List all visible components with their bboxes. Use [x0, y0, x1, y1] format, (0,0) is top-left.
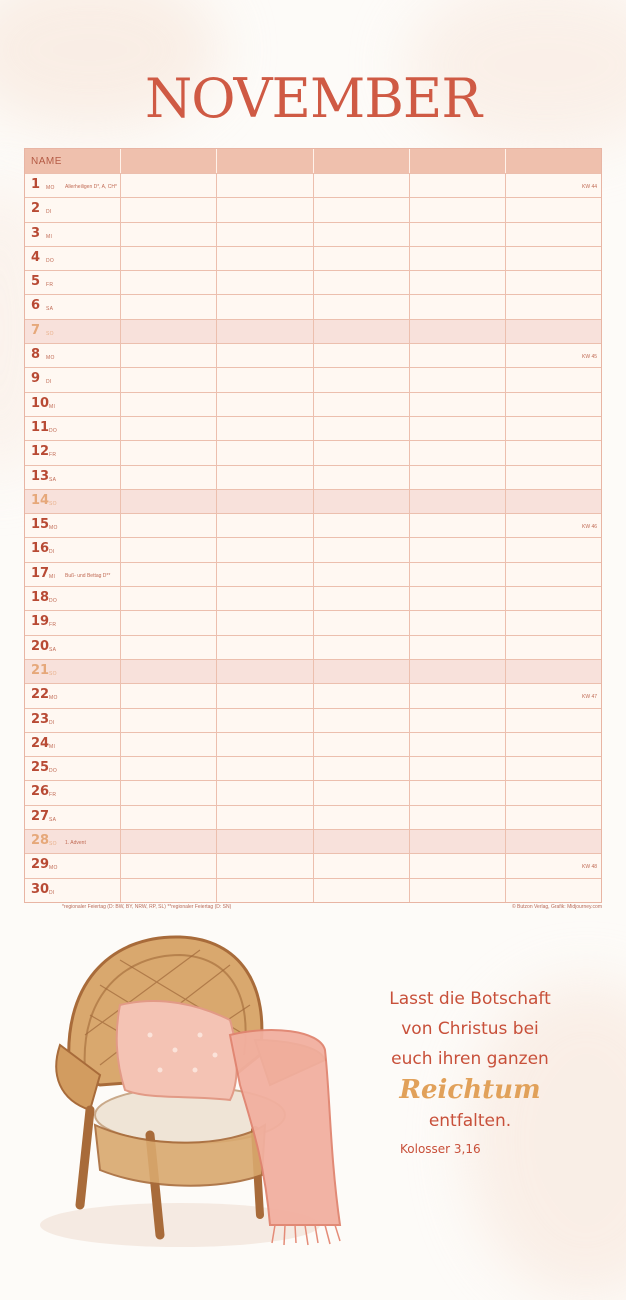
entry-cell[interactable]: [216, 587, 312, 610]
entry-cell[interactable]: [216, 514, 312, 537]
entry-cell[interactable]: [505, 806, 601, 829]
verse-line: euch ihren ganzen: [391, 1049, 549, 1069]
entry-cell[interactable]: [120, 247, 216, 270]
day-label-cell: [25, 393, 120, 416]
entry-cell[interactable]: [120, 781, 216, 804]
weekday-abbr: SO: [49, 670, 57, 677]
day-number: 12: [31, 444, 50, 460]
day-label-cell: [25, 660, 120, 683]
day-row: [25, 586, 601, 610]
weekday-abbr: SA: [49, 816, 57, 823]
person-column-header[interactable]: [505, 149, 601, 173]
day-number: 13: [31, 468, 50, 484]
entry-cell[interactable]: [216, 733, 312, 756]
entry-cell[interactable]: [505, 344, 601, 367]
entry-cell[interactable]: [313, 514, 409, 537]
entry-cell[interactable]: [120, 417, 216, 440]
day-number: 1: [31, 177, 41, 192]
entry-cell[interactable]: [120, 660, 216, 683]
day-row: [25, 708, 601, 732]
day-label-cell: [25, 757, 120, 780]
entry-cell[interactable]: [120, 538, 216, 561]
entry-cell[interactable]: [505, 636, 601, 659]
day-label-cell: [25, 733, 120, 756]
entry-cell[interactable]: [216, 198, 312, 221]
day-number: 16: [31, 541, 50, 557]
week-number: KW 48: [582, 864, 598, 871]
entry-cell[interactable]: [409, 538, 505, 561]
entry-cell[interactable]: [216, 611, 312, 634]
entry-cell[interactable]: [313, 879, 409, 902]
person-column-header[interactable]: [216, 149, 312, 173]
day-row: [25, 683, 601, 707]
entry-cell[interactable]: [216, 320, 312, 343]
entry-cell[interactable]: [409, 417, 505, 440]
entry-cell[interactable]: [505, 320, 601, 343]
weekday-abbr: MI: [49, 403, 56, 410]
day-label-cell: [25, 514, 120, 537]
entry-cell[interactable]: [216, 223, 312, 246]
entry-cell[interactable]: [409, 781, 505, 804]
entry-cell[interactable]: [505, 174, 601, 197]
weekday-abbr: DI: [49, 549, 55, 556]
entry-cell[interactable]: [409, 271, 505, 294]
day-row: [25, 878, 601, 902]
weekday-abbr: FR: [49, 622, 57, 629]
entry-cell[interactable]: [505, 271, 601, 294]
day-label-cell: [25, 830, 120, 853]
entry-cell[interactable]: [505, 466, 601, 489]
entry-cell[interactable]: [409, 441, 505, 464]
entry-cell[interactable]: [313, 174, 409, 197]
day-label-cell: [25, 417, 120, 440]
week-number: KW 47: [582, 694, 598, 701]
day-number: 3: [31, 225, 41, 241]
entry-cell[interactable]: [505, 393, 601, 416]
day-number: 30: [31, 881, 50, 897]
day-number: 9: [31, 371, 41, 387]
entry-cell[interactable]: [409, 806, 505, 829]
entry-cell[interactable]: [505, 295, 601, 318]
day-number: 10: [31, 395, 50, 411]
day-row: [25, 440, 601, 464]
day-row: [25, 173, 601, 197]
calendar-header-row: [25, 149, 601, 173]
copyright-note: © Butzon Verlag, Grafik: Midjourney.com: [511, 904, 602, 910]
entry-cell[interactable]: [120, 295, 216, 318]
day-row: [25, 513, 601, 537]
entry-cell[interactable]: [409, 247, 505, 270]
entry-cell[interactable]: [313, 538, 409, 561]
entry-cell[interactable]: [409, 733, 505, 756]
entry-cell[interactable]: [505, 854, 601, 877]
weekday-abbr: MO: [49, 525, 58, 532]
day-row: [25, 489, 601, 513]
weekday-abbr: DI: [46, 379, 52, 386]
entry-cell[interactable]: [120, 709, 216, 732]
entry-cell[interactable]: [120, 854, 216, 877]
entry-cell[interactable]: [120, 879, 216, 902]
day-row: [25, 465, 601, 489]
entry-cell[interactable]: [505, 368, 601, 391]
weekday-abbr: DO: [49, 427, 58, 434]
day-number: 21: [31, 662, 50, 678]
entry-cell[interactable]: [505, 611, 601, 634]
entry-cell[interactable]: [120, 490, 216, 513]
day-number: 2: [31, 201, 41, 217]
entry-cell[interactable]: [409, 223, 505, 246]
entry-cell[interactable]: [216, 684, 312, 707]
verse-reference: Kolosser 3,16: [400, 1142, 481, 1156]
day-label-cell: [25, 320, 120, 343]
day-row: [25, 853, 601, 877]
day-number: 19: [31, 614, 50, 630]
name-label: NAME: [31, 156, 62, 167]
day-label-cell: [25, 636, 120, 659]
entry-cell[interactable]: [313, 490, 409, 513]
entry-cell[interactable]: [120, 587, 216, 610]
day-label-cell: [25, 198, 120, 221]
entry-cell[interactable]: [120, 806, 216, 829]
day-label-cell: [25, 295, 120, 318]
verse-line: Lasst die Botschaft: [389, 989, 551, 1009]
entry-cell[interactable]: [409, 393, 505, 416]
entry-cell[interactable]: [409, 879, 505, 902]
day-label-cell: [25, 806, 120, 829]
day-row: [25, 416, 601, 440]
entry-cell[interactable]: [216, 441, 312, 464]
entry-cell[interactable]: [505, 879, 601, 902]
day-row: [25, 635, 601, 659]
entry-cell[interactable]: [313, 368, 409, 391]
entry-cell[interactable]: [120, 393, 216, 416]
entry-cell[interactable]: [409, 514, 505, 537]
weekday-abbr: MI: [46, 233, 53, 240]
entry-cell[interactable]: [409, 709, 505, 732]
entry-cell[interactable]: [505, 660, 601, 683]
day-row: [25, 294, 601, 318]
name-header-cell: [25, 149, 120, 173]
day-label-cell: [25, 368, 120, 391]
entry-cell[interactable]: [409, 174, 505, 197]
calendar-rows: [25, 173, 601, 902]
entry-cell[interactable]: [216, 854, 312, 877]
person-column-header[interactable]: [409, 149, 505, 173]
weekday-abbr: FR: [46, 282, 54, 289]
entry-cell[interactable]: [120, 733, 216, 756]
day-row: [25, 222, 601, 246]
entry-cell[interactable]: [409, 563, 505, 586]
month-title: NOVEMBER: [144, 67, 482, 130]
day-label-cell: [25, 441, 120, 464]
day-number: 5: [31, 274, 41, 290]
day-row: [25, 392, 601, 416]
entry-cell[interactable]: [409, 830, 505, 853]
entry-cell[interactable]: [409, 368, 505, 391]
entry-cell[interactable]: [313, 806, 409, 829]
day-label-cell: [25, 854, 120, 877]
day-label-cell: [25, 781, 120, 804]
bible-verse: [352, 984, 588, 1136]
day-row: [25, 343, 601, 367]
calendar-grid: [24, 148, 602, 903]
day-label-cell: [25, 684, 120, 707]
day-row: [25, 537, 601, 561]
entry-cell[interactable]: [313, 611, 409, 634]
day-number: 26: [31, 784, 50, 800]
entry-cell[interactable]: [216, 174, 312, 197]
day-row: [25, 829, 601, 853]
entry-cell[interactable]: [409, 611, 505, 634]
entry-cell[interactable]: [313, 563, 409, 586]
entry-cell[interactable]: [313, 636, 409, 659]
week-number: KW 44: [582, 184, 598, 190]
day-row: [25, 732, 601, 756]
day-number: 23: [31, 711, 50, 727]
person-column-header[interactable]: [313, 149, 409, 173]
entry-cell[interactable]: [216, 709, 312, 732]
entry-cell[interactable]: [409, 344, 505, 367]
day-row: [25, 805, 601, 829]
weekday-abbr: MO: [49, 695, 58, 702]
day-row: [25, 756, 601, 780]
day-label-cell: [25, 247, 120, 270]
day-label-cell: [25, 587, 120, 610]
entry-cell[interactable]: [505, 538, 601, 561]
person-column-header[interactable]: [120, 149, 216, 173]
entry-cell[interactable]: [505, 781, 601, 804]
holiday-footnote: *regionaler Feiertag (D: BW, BY, NRW, RP, SL) **regionaler Feiertag (D: SN): [62, 904, 232, 910]
day-label-cell: [25, 563, 120, 586]
entry-cell[interactable]: [313, 320, 409, 343]
entry-cell[interactable]: [409, 320, 505, 343]
entry-cell[interactable]: [216, 271, 312, 294]
weekday-abbr: SO: [49, 500, 57, 507]
entry-cell[interactable]: [120, 441, 216, 464]
entry-cell[interactable]: [120, 757, 216, 780]
entry-cell[interactable]: [313, 247, 409, 270]
day-row: [25, 319, 601, 343]
entry-cell[interactable]: [409, 490, 505, 513]
day-row: [25, 270, 601, 294]
weekday-abbr: FR: [49, 792, 57, 799]
day-row: [25, 197, 601, 221]
entry-cell[interactable]: [120, 271, 216, 294]
entry-cell[interactable]: [505, 441, 601, 464]
entry-cell[interactable]: [120, 563, 216, 586]
day-number: 22: [31, 687, 50, 703]
day-row: [25, 246, 601, 270]
day-number: 17: [31, 565, 50, 581]
day-label-cell: [25, 466, 120, 489]
entry-cell[interactable]: [313, 466, 409, 489]
entry-cell[interactable]: [505, 587, 601, 610]
entry-cell[interactable]: [313, 295, 409, 318]
entry-cell[interactable]: [216, 490, 312, 513]
entry-cell[interactable]: [120, 514, 216, 537]
day-number: 28: [31, 833, 50, 849]
weekday-abbr: DO: [49, 598, 58, 605]
wicker-chair-illustration: [30, 925, 360, 1255]
entry-cell[interactable]: [409, 854, 505, 877]
entry-cell[interactable]: [313, 587, 409, 610]
entry-cell[interactable]: [120, 466, 216, 489]
day-number: 25: [31, 760, 50, 776]
day-number: 8: [31, 347, 41, 363]
entry-cell[interactable]: [505, 514, 601, 537]
entry-cell[interactable]: [313, 733, 409, 756]
weekday-abbr: SA: [49, 476, 57, 483]
entry-cell[interactable]: [313, 223, 409, 246]
entry-cell[interactable]: [120, 368, 216, 391]
entry-cell[interactable]: [216, 781, 312, 804]
weekday-abbr: SA: [46, 306, 54, 313]
day-number: 29: [31, 857, 50, 873]
day-number: 4: [31, 249, 41, 265]
entry-cell[interactable]: [120, 611, 216, 634]
entry-cell[interactable]: [313, 344, 409, 367]
entry-cell[interactable]: [216, 295, 312, 318]
entry-cell[interactable]: [216, 636, 312, 659]
weekday-abbr: MI: [49, 573, 56, 580]
entry-cell[interactable]: [216, 660, 312, 683]
entry-cell[interactable]: [216, 757, 312, 780]
day-label-cell: [25, 538, 120, 561]
entry-cell[interactable]: [409, 587, 505, 610]
day-number: 6: [31, 298, 41, 314]
weekday-abbr: DO: [46, 257, 55, 264]
holiday-label: Allerheiligen D*, A, CH*: [65, 184, 117, 190]
weekday-abbr: DI: [49, 889, 55, 896]
day-row: [25, 659, 601, 683]
day-number: 24: [31, 735, 50, 751]
holiday-label: Buß- und Bettag D**: [65, 572, 111, 579]
weekday-abbr: DI: [49, 719, 55, 726]
entry-cell[interactable]: [216, 393, 312, 416]
entry-cell[interactable]: [505, 198, 601, 221]
day-label-cell: [25, 223, 120, 246]
weekday-abbr: MI: [49, 743, 56, 750]
day-number: 27: [31, 808, 50, 824]
day-number: 18: [31, 590, 50, 606]
entry-cell[interactable]: [216, 417, 312, 440]
weekday-abbr: SO: [46, 330, 54, 337]
day-row: [25, 562, 601, 586]
verse-line: entfalten.: [428, 1111, 512, 1131]
entry-cell[interactable]: [409, 757, 505, 780]
verse-highlight-word: Reichtum: [399, 1075, 541, 1105]
entry-cell[interactable]: [409, 636, 505, 659]
entry-cell[interactable]: [505, 830, 601, 853]
day-label-cell: [25, 879, 120, 902]
day-number: 11: [31, 419, 50, 435]
entry-cell[interactable]: [409, 198, 505, 221]
entry-cell[interactable]: [216, 879, 312, 902]
entry-cell[interactable]: [120, 636, 216, 659]
entry-cell[interactable]: [313, 271, 409, 294]
day-number: 20: [31, 638, 50, 654]
entry-cell[interactable]: [409, 466, 505, 489]
entry-cell[interactable]: [216, 538, 312, 561]
entry-cell[interactable]: [120, 344, 216, 367]
weekday-abbr: FR: [49, 452, 57, 459]
entry-cell[interactable]: [120, 174, 216, 197]
entry-cell[interactable]: [505, 684, 601, 707]
entry-cell[interactable]: [120, 684, 216, 707]
entry-cell[interactable]: [313, 684, 409, 707]
day-label-cell: [25, 709, 120, 732]
entry-cell[interactable]: [409, 295, 505, 318]
entry-cell[interactable]: [120, 223, 216, 246]
entry-cell[interactable]: [216, 563, 312, 586]
day-label-cell: [25, 344, 120, 367]
entry-cell[interactable]: [313, 854, 409, 877]
entry-cell[interactable]: [216, 466, 312, 489]
entry-cell[interactable]: [313, 660, 409, 683]
entry-cell[interactable]: [216, 830, 312, 853]
day-label-cell: [25, 611, 120, 634]
entry-cell[interactable]: [505, 733, 601, 756]
day-number: 15: [31, 517, 50, 533]
entry-cell[interactable]: [313, 757, 409, 780]
weekday-abbr: DO: [49, 768, 58, 775]
entry-cell[interactable]: [216, 247, 312, 270]
verse-line: von Christus bei: [401, 1019, 539, 1039]
entry-cell[interactable]: [505, 490, 601, 513]
entry-cell[interactable]: [313, 417, 409, 440]
holiday-label: 1. Advent: [65, 840, 86, 847]
day-number: 14: [31, 492, 50, 508]
day-label-cell: [25, 174, 120, 197]
entry-cell[interactable]: [313, 830, 409, 853]
week-number: KW 46: [582, 524, 598, 531]
entry-cell[interactable]: [120, 830, 216, 853]
week-number: KW 45: [582, 354, 598, 361]
entry-cell[interactable]: [120, 198, 216, 221]
day-row: [25, 367, 601, 391]
entry-cell[interactable]: [313, 781, 409, 804]
entry-cell[interactable]: [313, 393, 409, 416]
weekday-abbr: MO: [46, 355, 55, 362]
entry-cell[interactable]: [313, 198, 409, 221]
day-row: [25, 610, 601, 634]
entry-cell[interactable]: [216, 344, 312, 367]
day-number: 7: [31, 322, 41, 338]
weekday-abbr: MO: [46, 185, 55, 191]
entry-cell[interactable]: [313, 709, 409, 732]
entry-cell[interactable]: [409, 660, 505, 683]
entry-cell[interactable]: [409, 684, 505, 707]
weekday-abbr: SO: [49, 841, 57, 848]
entry-cell[interactable]: [216, 368, 312, 391]
entry-cell[interactable]: [505, 417, 601, 440]
weekday-abbr: DI: [46, 209, 52, 216]
entry-cell[interactable]: [505, 757, 601, 780]
entry-cell[interactable]: [313, 441, 409, 464]
day-label-cell: [25, 490, 120, 513]
entry-cell[interactable]: [505, 247, 601, 270]
entry-cell[interactable]: [505, 563, 601, 586]
entry-cell[interactable]: [216, 806, 312, 829]
weekday-abbr: MO: [49, 865, 58, 872]
entry-cell[interactable]: [505, 709, 601, 732]
day-row: [25, 780, 601, 804]
entry-cell[interactable]: [120, 320, 216, 343]
entry-cell[interactable]: [505, 223, 601, 246]
day-label-cell: [25, 271, 120, 294]
weekday-abbr: SA: [49, 646, 57, 653]
